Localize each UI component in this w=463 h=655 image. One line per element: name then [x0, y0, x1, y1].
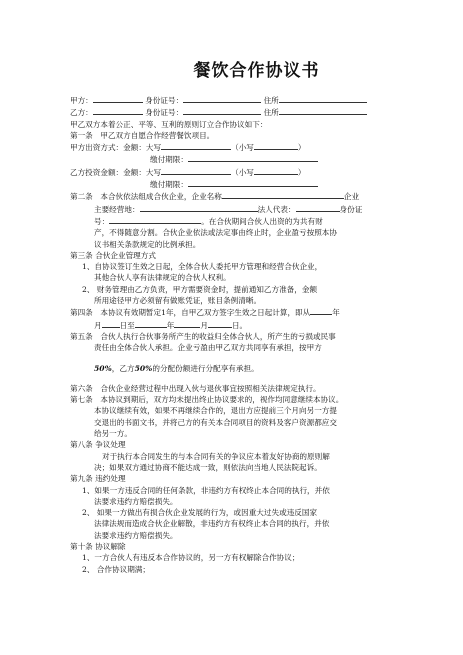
legal-rep-blank[interactable] [296, 203, 340, 212]
end-day-blank[interactable] [208, 319, 232, 328]
party-a-id-blank[interactable] [183, 94, 261, 103]
party-b-address-blank[interactable] [279, 106, 367, 115]
start-month-blank[interactable] [102, 319, 120, 328]
article-9-heading: 第九条 违约处理 [70, 474, 126, 484]
party-b-investment: 乙方投资金额：金额：大写 （小写 ） [70, 167, 306, 177]
legal-rep-id-blank[interactable] [109, 215, 201, 224]
party-a-amount-figure-blank[interactable] [254, 141, 298, 150]
document-page: 餐饮合作协议书 甲方： 身份证号： 住所 乙方： 身份证号： 住所 甲乙双方本着公正、平等、互利的原则订立合作协议如下： 第一条 甲乙双方自愿合作经营餐饮项目。 甲方出资方式：金额：大写 （小写 ） 缴付期限： 乙方投资金额：金额：大写 （小写 ） 缴付期限： 第二条 本合伙依法组成合伙企业，企业名称 企业 主要经营地： 法人代表： 身份证 号： 。在合伙期间合伙人出资的为共有财 产，不得随意分割。合伙企业依法或法定事由终止时，企业盈亏按照本协 议书相关条款规定的比例承担。 第三条 合伙企业管理方式 1、自协议签订生效之日起，全体合伙人委托甲方管理和经营合伙企业， 其他合伙人享有法律规定的合伙人权利。 2、 财务管理由乙方负责，甲方需要资金时，提前通知乙方准备，金额 所用途径甲方必须留有做账凭证，账目条例清晰。 第四条 本协议有效期暂定1年，自甲乙双方签字生效之日起计算，即从 年 月 日至 年 月 日。 第五条 合伙人执行合伙事务所产生的收益归全体合伙人，所产生的亏损或民事 责任由全体合伙人承担。企业亏盈由甲乙双方共同享有承担，按甲方 50%，乙方50%的分配份额进行分配享有承担。 第六条 合伙企业经营过程中出现入伙与退伙事宜按照相关法律规定执行。 第七条 本协议到期后，双方均未提出终止协议要求的，视作均同意继续本协议。 本协议继续有效，如果不再继续合作的，退出方应提前三个月向另一方提 交退出的书面文书，并将己方的有关本合同项目的资料及客户资源都应交 给另一方。 第八条 争议处理 对于执行本合同发生的与本合同有关的争议应本着友好协商的原则解 决；如果双方通过协商不能达成一致，则依法向当地人民法院起诉。 第九条 违约处理 1、如果一方违反合同的任何条款，非违约方有权终止本合同的执行，并依 法要求违约方赔偿损失。 2、 如果一方做出有损合伙企业发展的行为，或因重大过失或违反国家 法律法规而造成合伙企业解散，非违约方有权终止本合同的执行，并依 法要求违约方赔偿损失。 第十条 协议解除 1、一方合伙人有违反本合作协议的，另一方有权解除合作协议； 2、 合作协议期满； [0, 0, 463, 655]
article-10-heading: 第十条 协议解除 [70, 541, 126, 551]
party-a-line: 甲方： 身份证号： 住所 [70, 94, 443, 106]
party-b-name-blank[interactable] [93, 106, 143, 115]
end-year-blank[interactable] [135, 319, 167, 328]
article-6: 第六条 合伙企业经营过程中出现入伙与退伙事宜按照相关法律规定执行。 [70, 383, 321, 393]
business-location-blank[interactable] [140, 203, 258, 212]
party-b-line: 乙方： 身份证号： 住所 [70, 106, 443, 118]
party-a-name-blank[interactable] [93, 94, 143, 103]
party-a-pay-date-blank[interactable] [188, 153, 318, 162]
party-b-pay-date: 缴付期限： [70, 178, 443, 190]
preamble: 甲乙双方本着公正、平等、互利的原则订立合作协议如下： [70, 119, 268, 129]
article-7: 第七条 本协议到期后，双方均未提出终止协议要求的，视作均同意继续本协议。 [70, 395, 344, 405]
document-title: 餐饮合作协议书 [193, 61, 320, 81]
article-2: 第二条 本合伙依法组成合伙企业，企业名称 企业 [70, 192, 360, 202]
start-year-blank[interactable] [310, 306, 332, 315]
article-8-heading: 第八条 争议处理 [70, 440, 126, 450]
party-b-pay-date-blank[interactable] [188, 178, 318, 187]
party-b-amount-blank[interactable] [161, 166, 231, 175]
party-a-amount-blank[interactable] [161, 141, 231, 150]
party-a-pay-date: 缴付期限： [70, 153, 443, 165]
article-1: 第一条 甲乙双方自愿合作经营餐饮项目。 [70, 130, 215, 140]
article-3-heading: 第三条 合伙企业管理方式 [70, 250, 156, 260]
enterprise-name-blank[interactable] [222, 190, 344, 199]
article-5: 第五条 合伙人执行合伙事务所产生的收益归全体合伙人，所产生的亏损或民事 [70, 331, 336, 341]
party-b-amount-figure-blank[interactable] [254, 166, 298, 175]
end-month-blank[interactable] [174, 319, 200, 328]
party-a-address-blank[interactable] [279, 94, 367, 103]
party-a-investment: 甲方出资方式：金额：大写 （小写 ） [70, 143, 306, 153]
article-4: 第四条 本协议有效期暂定1年，自甲乙双方签字生效之日起计算，即从 年 [70, 308, 340, 318]
party-b-id-blank[interactable] [183, 106, 261, 115]
